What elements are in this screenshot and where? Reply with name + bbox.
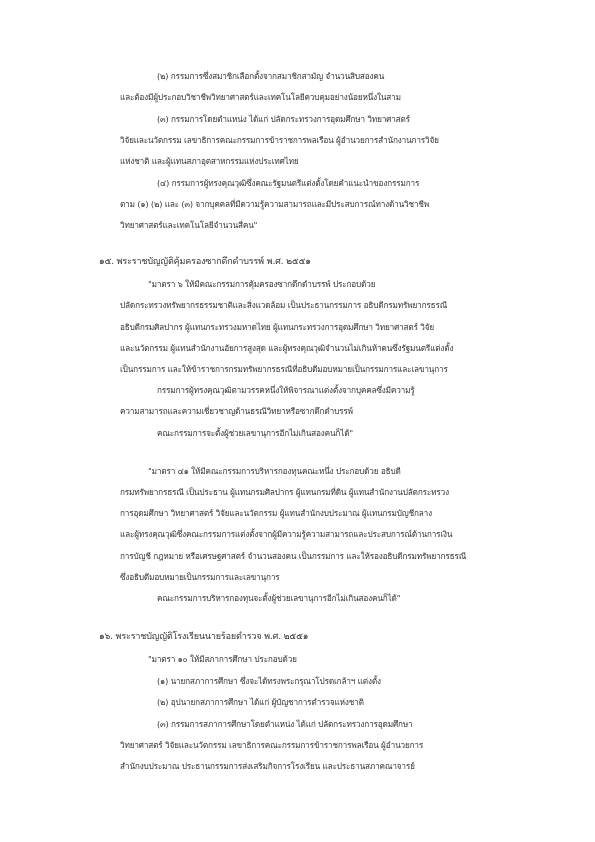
paragraph-line: (๓) กรรมการโดยตำแหน่ง ได้แก่ ปลัดกระทรวงการอุดมศึกษา วิทยาศาสตร์ (157, 114, 410, 124)
paragraph-line: และนวัตกรรม ผู้แทนสำนักงานอัยการสูงสุด และผู้ทรงคุณวุฒิจำนวนไม่เกินห้าคนซึ่งรัฐมนตรีแต่งตั้ง (120, 343, 454, 353)
paragraph-line: และต้องมีผู้ประกอบวิชาชีพวิทยาศาสตร์และเทคโนโลยีควบคุมอย่างน้อยหนึ่งในสาม (120, 92, 401, 102)
paragraph-line: (๒) กรรมการซึ่งสมาชิกเลือกตั้งจากสมาชิกสามัญ จำนวนสิบสองคน (157, 71, 385, 81)
section-heading: ๑๖. พระราชบัญญัติโรงเรียนนายร้อยตำรวจ พ.ศ. ๒๕๕๑ (99, 632, 309, 642)
paragraph-line: คณะกรรมการบริหารกองทุนจะตั้งผู้ช่วยเลขานุการอีกไม่เกินสองคนก็ได้" (157, 593, 401, 603)
paragraph-line: ซึ่งอธิบดีมอบหมายเป็นกรรมการและเลขานุการ (120, 572, 280, 582)
paragraph-line: เป็นกรรมการ และให้ข้าราชการกรมทรัพยากรธรณีที่อธิบดีมอบหมายเป็นกรรมการและเลขานุการ (120, 364, 448, 374)
paragraph-line: (๓) กรรมการสภาการศึกษาโดยตำแหน่ง ได้แก่ ปลัดกระทรวงการอุดมศึกษา (157, 719, 413, 729)
paragraph-line: คณะกรรมการจะตั้งผู้ช่วยเลขานุการอีกไม่เกินสองคนก็ได้" (157, 428, 353, 438)
paragraph-line: "มาตรา ๔๑ ให้มีคณะกรรมการบริหารกองทุนคณะหนึ่ง ประกอบด้วย อธิบดี (148, 466, 401, 476)
paragraph-line: อธิบดีกรมศิลปากร ผู้แทนกระทรวงมหาดไทย ผู้แทนกระทรวงการอุดมศึกษา วิทยาศาสตร์ วิจัย (120, 322, 435, 332)
paragraph-line: (๔) กรรมการผู้ทรงคุณวุฒิซึ่งคณะรัฐมนตรีแต่งตั้งโดยคำแนะนำของกรรมการ (157, 178, 420, 188)
paragraph-line: การบัญชี กฎหมาย หรือเศรษฐศาสตร์ จำนวนสองคน เป็นกรรมการ และให้รองอธิบดีกรมทรัพยากรธรณี (120, 551, 467, 561)
paragraph-line: วิทยาศาสตร์ วิจัยและนวัตกรรม เลขาธิการคณะกรรมการข้าราชการพลเรือน ผู้อำนวยการ (120, 740, 424, 750)
paragraph-line: "มาตรา ๖ ให้มีคณะกรรมการคุ้มครองซากดึกดำบรรพ์ ประกอบด้วย (148, 279, 376, 289)
paragraph-line: การอุดมศึกษา วิทยาศาสตร์ วิจัยและนวัตกรรม ผู้แทนสำนักงบประมาณ ผู้แทนกรมบัญชีกลาง (120, 508, 432, 518)
paragraph-line: สำนักงบประมาณ ประธานกรรมการส่งเสริมกิจการโรงเรียน และประธานสภาคณาจารย์ (120, 761, 415, 771)
paragraph-line: (๒) อุปนายกสภาการศึกษา ได้แก่ ผู้บัญชาการตำรวจแห่งชาติ (157, 697, 364, 707)
paragraph-line: วิทยาศาสตร์และเทคโนโลยีจำนวนสี่คน" (120, 220, 258, 230)
paragraph-line: ปลัดกระทรวงทรัพยากรธรรมชาติและสิ่งแวดล้อม เป็นประธานกรรมการ อธิบดีกรมทรัพยากรธรณี (120, 300, 448, 310)
paragraph-line: และผู้ทรงคุณวุฒิซึ่งคณะกรรมการแต่งตั้งจากผู้มีความรู้ความสามารถและประสบการณ์ด้านการเงิน (120, 529, 453, 539)
paragraph-line: กรมทรัพยากรธรณี เป็นประธาน ผู้แทนกรมศิลปากร ผู้แทนกรมที่ดิน ผู้แทนสำนักงานปลัดกระทรวง (120, 487, 449, 497)
paragraph-line: วิจัยและนวัตกรรม เลขาธิการคณะกรรมการข้าราชการพลเรือน ผู้อำนวยการสำนักงานการวิจัย (120, 135, 439, 145)
paragraph-line: (๑) นายกสภาการศึกษา ซึ่งจะได้ทรงพระกรุณาโปรดเกล้าฯ แต่งตั้ง (157, 676, 381, 686)
paragraph-line: "มาตรา ๑๐ ให้มีสภาการศึกษา ประกอบด้วย (148, 654, 297, 664)
paragraph-line: กรรมการผู้ทรงคุณวุฒิตามวรรคหนึ่งให้พิจารณาแต่งตั้งจากบุคคลซึ่งมีความรู้ (157, 385, 415, 395)
paragraph-line: ตาม (๑) (๒) และ (๓) จากบุคคลที่มีความรู้ความสามารถและมีประสบการณ์ทางด้านวิชาชีพ (120, 199, 430, 209)
section-heading: ๑๕. พระราชบัญญัติคุ้มครองซากดึกดำบรรพ์ พ.ศ. ๒๕๕๑ (99, 257, 311, 267)
paragraph-line: แห่งชาติ และผู้แทนสภาอุตสาหกรรมแห่งประเทศไทย (120, 156, 299, 166)
paragraph-line: ความสามารถและความเชี่ยวชาญด้านธรณีวิทยาหรือซากดึกดำบรรพ์ (120, 406, 353, 416)
